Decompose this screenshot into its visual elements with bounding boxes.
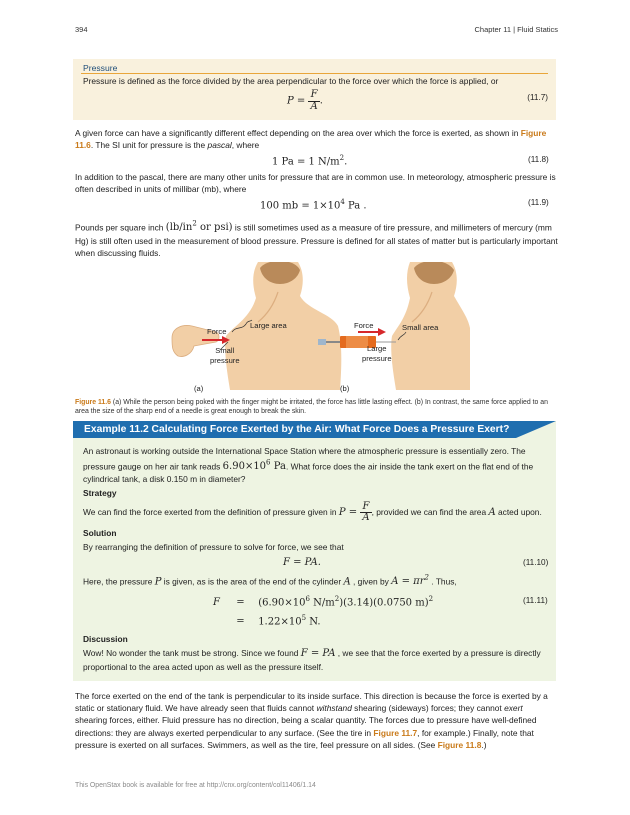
chapter-header: Chapter 11 | Fluid Statics <box>474 25 558 34</box>
eq-11-11-r2sup: 5 <box>301 614 307 622</box>
example-title: Example 11.2 Calculating Force Exerted by the Air: What Force Does a Pressure Exert? <box>73 421 516 438</box>
figure-11-6-caption <box>75 398 560 417</box>
figure-b-pressure-label <box>362 344 392 364</box>
example-problem-line-3: cylindrical tank, a disk 0.150 m in diameter? <box>83 474 246 484</box>
p1-pascal-term: pascal <box>207 140 232 151</box>
equation-11-10-label: (11.10) <box>523 558 549 567</box>
strategy-num: F <box>360 502 371 514</box>
sol-var-p: P <box>154 576 162 588</box>
example-11-2-box <box>73 421 556 681</box>
closing-line-4 <box>75 727 560 739</box>
eq-11-11-r2b: N. <box>306 616 321 628</box>
eq-11-11-r2a: 1.22×10 <box>258 616 302 628</box>
solution-text-2 <box>83 573 553 590</box>
figure-b-panel-label: (b) <box>340 384 350 393</box>
strategy-heading: Strategy <box>83 488 117 498</box>
equation-11-7 <box>287 90 323 112</box>
figure-a-area-label: Large area <box>250 321 287 330</box>
equation-11-8 <box>272 153 347 170</box>
eq-11-11-lhs: F <box>213 597 220 609</box>
cl-2a: static or stationary fluid. We have already seen that fluids cannot <box>75 703 317 714</box>
psi-unit-1: (lb/in <box>165 222 193 234</box>
eq-11-11-r1sup3: 2 <box>428 595 434 603</box>
eq-11-8-text: 1 Pa = 1 N/m <box>272 156 340 168</box>
cl-2b: shearing (sideways) forces; they cannot <box>351 703 505 714</box>
cl-4a: directions: they are always exerted perpendicular to any surface. (See the tire in <box>75 727 374 738</box>
equation-11-9-label: (11.9) <box>528 198 549 207</box>
p3-text-2: is still sometimes used as a measure of tire pressure, and millimeters of mercury (mm <box>234 222 552 233</box>
paragraph-psi-cont: Hg) is still often used in the measurement of blood pressure. Pressure is defined for all states of matter but is particularly important when discussing fluids. <box>75 236 558 259</box>
problem-value <box>223 461 286 472</box>
strategy-3: acted upon. <box>495 507 542 517</box>
strategy-var: A <box>488 507 496 518</box>
page-footer: This OpenStax book is available for free at http://cnx.org/content/col11406/1.14 <box>75 782 316 789</box>
discussion-line-2: proportional to the area acted upon as well as the pressure itself. <box>83 662 324 672</box>
problem-value-sup: 6 <box>266 459 271 467</box>
page-number: 394 <box>75 25 88 34</box>
eq-11-7-lhs: P = <box>287 95 309 107</box>
figure-11-6-link[interactable]: Figure 11.6 <box>75 128 547 151</box>
disc-1b: , we see that the force exerted by a pressure is directly <box>335 648 541 658</box>
figure-b-area-label: Small area <box>402 323 439 332</box>
equation-11-11-row-2 <box>213 613 321 630</box>
figure-caption-text: (a) While the person being poked with the finger might be irritated, the force has little lasting effect. (b) In contrast, the same force applied to an area the size of the sharp end of a needle is great enough to break the skin. <box>75 399 548 416</box>
closing-line-1: The force exerted on the end of the tank is perpendicular to its inside surface. This direction is because the force is exerted by a <box>75 691 548 701</box>
psi-unit <box>166 222 233 233</box>
eq-11-11-r1sup1: 6 <box>305 595 310 603</box>
equation-11-8-label: (11.8) <box>528 155 549 164</box>
cl-5b: .) <box>481 739 487 750</box>
eq-11-7-fraction <box>308 90 319 112</box>
psi-unit-end: or psi) <box>196 222 233 234</box>
eq-11-11-r1a: (6.90×10 <box>258 597 306 609</box>
sol-2b: is given, as is the area of the end of the cylinder <box>161 576 344 587</box>
eq-11-9-end: Pa . <box>344 200 367 212</box>
sol-2c: , given by <box>350 576 392 587</box>
strategy-fraction <box>360 502 371 524</box>
disc-eq: F = PA <box>300 648 336 659</box>
figure-11-6 <box>170 262 470 393</box>
eq-11-8-end: . <box>344 156 348 168</box>
equation-11-11-label: (11.11) <box>523 596 548 605</box>
example-title-tail <box>516 421 556 438</box>
figure-11-7-link[interactable]: Figure 11.7 <box>373 727 418 738</box>
figure-11-8-link[interactable]: Figure 11.8 <box>437 739 482 750</box>
equation-11-7-label: (11.7) <box>527 93 548 102</box>
eq-11-8-sup: 2 <box>339 154 345 162</box>
p1-text-3: , where <box>231 140 260 151</box>
eq-11-7-denominator: A <box>310 100 318 112</box>
eq-11-7-numerator: F <box>308 90 319 102</box>
sol-area: A = πr <box>391 576 425 588</box>
problem-value-num: 6.90×10 <box>222 461 267 473</box>
psi-unit-sup: 2 <box>192 220 197 228</box>
p1-text-1: A given force can have a significantly different effect depending on the area over which the force is exerted, as shown in <box>75 128 521 138</box>
strategy-1: We can find the force exerted from the definition of pressure given in <box>83 507 339 517</box>
closing-line-5 <box>75 739 560 751</box>
eq-11-9-sup: 4 <box>340 198 345 206</box>
strategy-den: A <box>362 512 370 524</box>
figure-a-pressure-label <box>210 346 240 366</box>
closing-line-3 <box>75 714 560 726</box>
cl-4b: , for example.) Finally, note that <box>417 727 534 738</box>
sol-area-sup: 2 <box>424 574 429 582</box>
strategy-eq: P = <box>338 507 361 518</box>
equation-11-10: F = PA. <box>283 557 321 568</box>
cl-2i2: exert <box>504 703 523 714</box>
sol-2a: Here, the pressure <box>83 576 155 587</box>
pressure-definition-text: Pressure is defined as the force divided by the area perpendicular to the force over which the force is applied, or <box>83 76 499 86</box>
eq-11-11-eq-2: = <box>236 616 245 628</box>
eq-11-7-end: . <box>319 95 323 107</box>
figure-a-pressure-2: pressure <box>210 355 240 365</box>
problem-2a: pressure gauge on her air tank reads <box>83 461 223 472</box>
figure-b-pressure-1: Large <box>367 344 387 353</box>
eq-11-11-r1b: N/m <box>309 597 335 609</box>
pressure-box-title: Pressure <box>83 63 118 73</box>
problem-value-unit: Pa <box>270 461 286 473</box>
closing-paragraph <box>75 690 560 751</box>
p3-text-1: Pounds per square inch <box>75 222 164 233</box>
paragraph-pascal <box>75 127 560 151</box>
figure-b-pressure-2: pressure <box>362 353 392 363</box>
figure-a-force-label: Force <box>207 327 227 336</box>
paragraph-millibar: In addition to the pascal, there are many other units for pressure that are in common use. In meteorology, atmospheric pressure is often described in units of millibar (mb), where <box>75 172 556 195</box>
solution-text-1: By rearranging the definition of pressure to solve for force, we see that <box>83 542 344 552</box>
example-title-bar <box>73 421 556 438</box>
figure-b-force-label: Force <box>354 321 374 330</box>
sol-2d: . Thus, <box>428 576 457 587</box>
strategy-2: , provided we can find the area <box>371 507 489 517</box>
eq-11-11-r1sup2: 2 <box>334 595 340 603</box>
closing-line-2 <box>75 702 560 714</box>
equation-11-9 <box>260 197 367 214</box>
p1-text-2: . The SI unit for pressure is the <box>90 140 208 151</box>
problem-2b: . What force does the air inside the tank exert on the flat end of the <box>285 461 534 472</box>
cl-2i: withstand <box>316 703 352 714</box>
discussion-heading: Discussion <box>83 634 128 644</box>
example-problem-line-1: An astronaut is working outside the International Space Station where the atmospheric pressure is essentially zero. The <box>83 446 526 456</box>
solution-heading: Solution <box>83 528 117 538</box>
figure-b-arrowhead <box>378 328 386 336</box>
eq-11-11-eq-1: = <box>236 597 245 609</box>
sol-area-eq <box>391 576 429 587</box>
figure-a-pressure-1: Small <box>215 346 235 355</box>
discussion-line-1 <box>83 647 553 662</box>
strategy-text <box>83 501 553 525</box>
disc-1a: Wow! No wonder the tank must be strong. Since we found <box>83 648 301 658</box>
eq-11-9-text: 100 mb = 1×10 <box>260 200 341 212</box>
figure-caption-label: Figure 11.6 <box>75 399 112 406</box>
figure-a-panel-label: (a) <box>194 384 204 393</box>
pressure-definition-box <box>73 59 556 120</box>
cl-5a: pressure is exerted on all surfaces. Swimmers, as well as the tire, feel pressure on all sides. (See <box>75 739 438 750</box>
sol-var-a: A <box>343 576 351 588</box>
eq-11-11-r1c: )(3.14)(0.0750 m) <box>339 597 429 609</box>
equation-11-11-row-1 <box>213 594 433 611</box>
cl-3: shearing forces, either. Fluid pressure has no direction, being a scalar quantity. The forces due to pressure have well-defined <box>75 715 537 726</box>
pressure-box-rule <box>81 73 548 74</box>
